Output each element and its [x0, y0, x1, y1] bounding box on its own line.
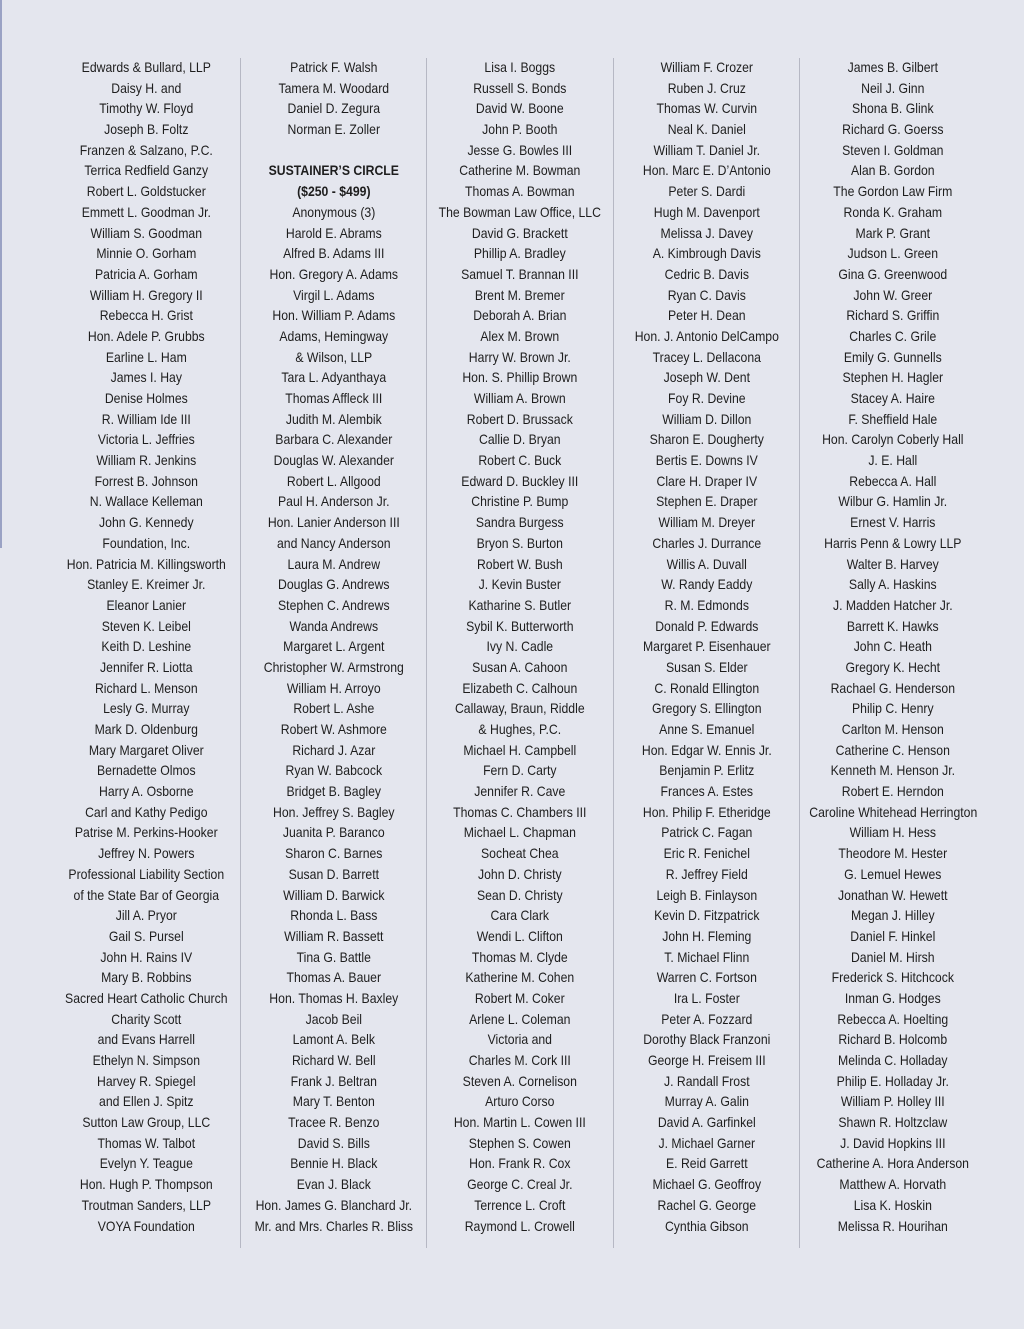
donor-name: Robert M. Coker — [475, 990, 565, 1006]
donor-name: & Hughes, P.C. — [478, 722, 562, 737]
donor-name: Melissa J. Davey — [660, 225, 753, 241]
donor-name: Hon. Thomas H. Baxley — [268, 990, 398, 1006]
donor-name: Catherine C. Henson — [836, 742, 951, 758]
donor-name: Troutman Sanders, LLP — [81, 1197, 212, 1213]
donor-name: N. Wallace Kelleman — [89, 494, 203, 510]
donor-name: Willis A. Duvall — [666, 556, 747, 572]
donor-name: Richard B. Holcomb — [838, 1032, 948, 1048]
donor-name: Hon. Carolyn Coberly Hall — [822, 432, 964, 448]
donor-name: Ryan W. Babcock — [285, 763, 382, 779]
donor-name: Stephen C. Andrews — [277, 597, 390, 613]
donor-name: William H. Hess — [850, 825, 937, 841]
donor-name: Adams, Hemingway — [278, 328, 388, 344]
donor-name: Steven K. Leibel — [101, 618, 191, 634]
donor-name: The Bowman Law Office, LLC — [438, 204, 602, 220]
donor-name: Thomas A. Bowman — [465, 184, 575, 200]
donor-name: George H. Freisem III — [647, 1053, 766, 1068]
donor-name: Susan D. Barrett — [288, 866, 379, 882]
donor-name: Daisy H. and — [111, 80, 182, 96]
donor-name: Hon. Philip F. Etheridge — [642, 804, 771, 820]
donor-name: Douglas G. Andrews — [277, 577, 390, 593]
donor-name: Harris Penn & Lowry LLP — [824, 535, 962, 551]
donor-name: Deborah A. Brian — [473, 308, 567, 324]
donor-name: Douglas W. Alexander — [273, 453, 394, 469]
donor-name: Gail S. Pursel — [108, 928, 184, 944]
donor-name: Patrise M. Perkins-Hooker — [74, 825, 218, 841]
donor-column-2 — [240, 58, 427, 1248]
donor-name: Stephen E. Draper — [655, 494, 758, 510]
donor-list — [53, 58, 986, 1248]
donor-name: Wilbur G. Hamlin Jr. — [838, 494, 948, 510]
donor-name: Christine P. Bump — [471, 494, 569, 510]
donor-name: Cara Clark — [490, 908, 550, 924]
donor-name: Eleanor Lanier — [106, 597, 187, 613]
donor-name: Richard G. Goerss — [842, 122, 944, 138]
donor-name: Gregory K. Hecht — [845, 659, 941, 675]
donor-name: Walter B. Harvey — [847, 556, 940, 572]
donor-name: Raymond L. Crowell — [464, 1218, 576, 1234]
donor-name: Timothy W. Floyd — [99, 101, 194, 117]
donor-name: Juanita P. Baranco — [282, 825, 385, 841]
donor-name: Mark P. Grant — [855, 225, 931, 241]
donor-name: Jennifer R. Cave — [474, 784, 566, 800]
donor-name: Eric R. Fenichel — [663, 846, 750, 862]
donor-name: Steven A. Cornelison — [462, 1073, 578, 1089]
donor-name: Peter A. Fozzard — [661, 1011, 753, 1027]
donor-name: Barrett K. Hawks — [847, 618, 940, 634]
donor-name: W. Randy Eaddy — [661, 577, 753, 593]
donor-name: Rebecca A. Hall — [849, 473, 937, 489]
donor-name: Inman G. Hodges — [845, 990, 942, 1006]
donor-name: Bryon S. Burton — [476, 535, 564, 551]
donor-name: Michael H. Campbell — [463, 742, 577, 758]
donor-name: Virgil L. Adams — [292, 287, 375, 303]
donor-name: Stephen S. Cowen — [468, 1135, 571, 1151]
donor-name: Charles M. Cork III — [468, 1053, 571, 1068]
donor-name: Evelyn Y. Teague — [99, 1156, 193, 1172]
donor-name: Sean D. Christy — [477, 887, 563, 903]
donor-name: Hon. Lanier Anderson III — [267, 515, 400, 531]
donor-name: William T. Daniel Jr. — [653, 142, 760, 158]
donor-name: William F. Crozer — [660, 60, 753, 75]
donor-name: Hon. Jeffrey S. Bagley — [272, 804, 395, 820]
donor-name: William S. Goodman — [90, 225, 203, 241]
donor-name: Ira L. Foster — [673, 990, 740, 1006]
donor-name: Robert D. Brussack — [466, 411, 574, 427]
donor-name: Rhonda L. Bass — [289, 908, 377, 924]
donor-name: William H. Arroyo — [286, 680, 381, 696]
donor-name: Rachel G. George — [657, 1197, 756, 1213]
donor-name: Charles C. Grile — [849, 328, 937, 344]
donor-name: David G. Brackett — [472, 225, 568, 241]
donor-name: Neil J. Ginn — [861, 80, 925, 96]
donor-name: Robert W. Bush — [477, 556, 563, 572]
donor-name: Hon. Frank R. Cox — [469, 1156, 571, 1172]
donor-name: David W. Boone — [476, 101, 564, 117]
donor-name: Victoria and — [487, 1032, 553, 1048]
donor-name: Fern D. Carty — [483, 763, 557, 779]
donor-name: Hugh M. Davenport — [653, 204, 760, 220]
donor-name: Robert L. Goldstucker — [86, 184, 206, 200]
donor-name: Cedric B. Davis — [664, 266, 749, 282]
donor-name: Tara L. Adyanthaya — [281, 370, 386, 386]
donor-name: Catherine M. Bowman — [459, 163, 581, 179]
donor-column-5 — [799, 58, 986, 1248]
donor-name: Jeffrey N. Powers — [98, 846, 195, 862]
donor-name: Bennie H. Black — [289, 1156, 377, 1172]
donor-name: Arlene L. Coleman — [469, 1011, 571, 1027]
donor-name: Hon. Gregory A. Adams — [269, 266, 398, 282]
donor-name: Frank J. Beltran — [290, 1073, 377, 1089]
donor-name: Hon. James G. Blanchard Jr. — [255, 1197, 412, 1213]
donor-name: Jacob Beil — [305, 1011, 362, 1027]
donor-name: Alex M. Brown — [480, 328, 560, 344]
donor-name: Patrick F. Walsh — [289, 60, 378, 75]
donor-name: Minnie O. Gorham — [96, 246, 197, 262]
donor-name: A. Kimbrough Davis — [652, 246, 761, 262]
donor-name: Leigh B. Finlayson — [656, 887, 757, 903]
donor-name: Richard S. Griffin — [846, 308, 940, 324]
donor-name: Frederick S. Hitchcock — [831, 970, 955, 986]
donor-name: Michael L. Chapman — [463, 825, 577, 841]
donor-name: F. Sheffield Hale — [848, 411, 938, 427]
donor-name: Shawn R. Holtzclaw — [838, 1115, 948, 1131]
donor-name: John H. Fleming — [662, 928, 752, 944]
donor-name: Harry A. Osborne — [99, 784, 194, 800]
donor-name: T. Michael Flinn — [664, 949, 750, 965]
donor-name: Clare H. Draper IV — [656, 473, 757, 489]
donor-column-1 — [53, 58, 240, 1248]
donor-name: Hon. Martin L. Cowen III — [454, 1115, 586, 1131]
donor-name: Tracey L. Dellacona — [652, 349, 761, 365]
donor-name: Denise Holmes — [104, 391, 188, 406]
donor-name: Thomas A. Bauer — [286, 970, 381, 986]
donor-name: R. M. Edmonds — [664, 597, 749, 613]
donor-name: Bernadette Olmos — [96, 763, 196, 779]
donor-name: Warren C. Fortson — [656, 970, 757, 986]
donor-name: John D. Christy — [478, 866, 562, 882]
section-heading: SUSTAINER’S CIRCLE — [268, 163, 399, 179]
donor-name: Hon. Marc E. D’Antonio — [642, 163, 771, 179]
donor-name: Matthew A. Horvath — [839, 1177, 947, 1193]
donor-name: Norman E. Zoller — [287, 122, 380, 138]
donor-name: Cynthia Gibson — [664, 1218, 749, 1234]
donor-name: Patrick C. Fagan — [661, 825, 753, 841]
donor-name: Susan A. Cahoon — [472, 659, 568, 675]
donor-name: Harold E. Abrams — [285, 225, 382, 241]
donor-name: Harry W. Brown Jr. — [468, 349, 571, 365]
donor-name: David S. Bills — [297, 1135, 370, 1151]
donor-column-3 — [426, 58, 613, 1248]
donor-name: Hon. S. Phillip Brown — [462, 370, 578, 386]
donor-name: Hon. Hugh P. Thompson — [79, 1177, 213, 1193]
donor-name: of the State Bar of Georgia — [73, 887, 220, 903]
donor-name: Steven I. Goldman — [842, 142, 944, 158]
donor-name: & Wilson, LLP — [294, 349, 372, 365]
donor-name: William D. Barwick — [282, 887, 385, 903]
donor-name: William D. Dillon — [662, 411, 752, 427]
donor-name: Jill A. Pryor — [115, 908, 177, 924]
donor-name: Robert L. Allgood — [286, 473, 381, 489]
donor-name: Robert W. Ashmore — [280, 722, 387, 737]
donor-name: Thomas W. Curvin — [656, 101, 757, 117]
donor-name: Tamera M. Woodard — [278, 80, 389, 96]
donor-name: John W. Greer — [853, 287, 933, 303]
donor-name: Frances A. Estes — [660, 784, 753, 800]
donor-name: Katherine M. Cohen — [465, 970, 575, 986]
donor-name: Richard J. Azar — [291, 742, 375, 758]
donor-name: Philip E. Holladay Jr. — [837, 1073, 950, 1089]
donor-name: Ethelyn N. Simpson — [92, 1053, 201, 1068]
donor-name: Gina G. Greenwood — [838, 266, 948, 282]
donor-name: Megan J. Hilley — [851, 908, 935, 924]
donor-name: Bertis E. Downs IV — [655, 453, 758, 469]
donor-name: Wendi L. Clifton — [476, 928, 564, 944]
donor-name: Terrica Redfield Ganzy — [84, 163, 209, 179]
donor-name: Catherine A. Hora Anderson — [816, 1156, 970, 1172]
donor-name: Kevin D. Fitzpatrick — [653, 908, 760, 924]
donor-name: Hon. William P. Adams — [271, 308, 395, 324]
donor-name: Benjamin P. Erlitz — [659, 763, 755, 779]
donor-name: Mary Margaret Oliver — [88, 742, 204, 758]
donor-name: William R. Bassett — [283, 928, 384, 944]
donor-name: Foundation, Inc. — [102, 535, 191, 551]
donor-name: Laura M. Andrew — [287, 556, 380, 572]
donor-name: Sutton Law Group, LLC — [82, 1115, 211, 1131]
donor-name: Franzen & Salzano, P.C. — [79, 142, 213, 158]
donor-name: R. William Ide III — [101, 411, 191, 427]
donor-name: Bridget B. Bagley — [286, 784, 381, 800]
donor-name: G. Lemuel Hewes — [844, 866, 942, 882]
donor-name: Judith M. Alembik — [285, 411, 382, 427]
donor-name: Rachael G. Henderson — [830, 680, 956, 696]
donor-name: Daniel D. Zegura — [287, 101, 380, 117]
donor-name: Lisa I. Boggs — [484, 60, 556, 75]
donor-name: Emmett L. Goodman Jr. — [81, 204, 211, 220]
donor-name: Charity Scott — [111, 1011, 182, 1027]
donor-name: Patricia A. Gorham — [94, 266, 198, 282]
donor-name: Margaret L. Argent — [282, 639, 385, 655]
page-edge-line — [0, 0, 2, 548]
donor-name: Lamont A. Belk — [292, 1032, 375, 1048]
donor-name: Rebecca H. Grist — [99, 308, 193, 324]
donor-name: Wanda Andrews — [289, 618, 378, 634]
donor-name: Phillip A. Bradley — [474, 246, 566, 262]
donor-name: Ernest V. Harris — [850, 515, 936, 531]
donor-name: The Gordon Law Firm — [833, 184, 953, 200]
donor-name: Gregory S. Ellington — [651, 701, 762, 717]
donor-name: Donald P. Edwards — [654, 618, 759, 634]
donor-name: Lisa K. Hoskin — [854, 1197, 933, 1213]
donor-name: Earline L. Ham — [105, 349, 187, 365]
donor-name: Richard L. Menson — [94, 680, 198, 696]
donor-name: Sacred Heart Catholic Church — [65, 990, 228, 1006]
donor-name: E. Reid Garrett — [665, 1156, 748, 1172]
donor-name: Tracee R. Benzo — [287, 1115, 380, 1131]
donor-name: Ivy N. Cadle — [486, 639, 554, 655]
donor-name: Dorothy Black Franzoni — [643, 1032, 771, 1048]
donor-name: John C. Heath — [854, 639, 933, 655]
donor-name: Melinda C. Holladay — [838, 1053, 948, 1068]
donor-name: and Evans Harrell — [97, 1032, 195, 1048]
donor-name: Mary B. Robbins — [101, 970, 192, 986]
donor-name: Susan S. Elder — [665, 659, 748, 675]
donor-name: Elizabeth C. Calhoun — [462, 680, 578, 696]
donor-name: Arturo Corso — [485, 1094, 555, 1110]
donor-name: Carl and Kathy Pedigo — [85, 804, 208, 820]
donor-name: Victoria L. Jeffries — [97, 432, 195, 448]
donor-name: Hon. Edgar W. Ennis Jr. — [641, 742, 772, 758]
donor-name: Daniel M. Hirsh — [851, 949, 935, 965]
donor-name: Joseph B. Foltz — [104, 122, 189, 138]
donor-name: Sandra Burgess — [476, 515, 564, 531]
donor-name: R. Jeffrey Field — [665, 866, 748, 882]
donor-name: David A. Garfinkel — [657, 1115, 756, 1131]
donor-name: Emily G. Gunnells — [844, 349, 943, 365]
donor-name: J. Madden Hatcher Jr. — [833, 597, 954, 613]
donor-name: Anonymous (3) — [291, 204, 375, 220]
donor-name: Brent M. Bremer — [475, 287, 565, 303]
donor-name: J. Kevin Buster — [478, 577, 562, 593]
donor-name: Melissa R. Hourihan — [838, 1218, 949, 1234]
donor-name: Jennifer R. Liotta — [100, 659, 193, 675]
donor-name: Samuel T. Brannan III — [461, 266, 579, 282]
spacer — [250, 141, 417, 162]
donor-name: Stacey A. Haire — [850, 391, 936, 406]
donor-name: Harvey R. Spiegel — [96, 1073, 196, 1089]
donor-name: Jesse G. Bowles III — [467, 142, 573, 158]
donor-name: William R. Jenkins — [96, 453, 197, 469]
donor-name: William P. Holley III — [841, 1094, 946, 1110]
donor-name: William H. Gregory II — [89, 287, 203, 303]
donor-name: Peter H. Dean — [667, 308, 746, 324]
donor-name: Sally A. Haskins — [849, 577, 938, 593]
donor-name: Tina G. Battle — [296, 949, 371, 965]
donor-name: Ruben J. Cruz — [667, 80, 746, 96]
donor-name: Peter S. Dardi — [668, 184, 745, 200]
donor-name: J. E. Hall — [868, 453, 918, 469]
donor-name: Robert E. Herndon — [842, 784, 945, 800]
donor-name: Stephen H. Hagler — [842, 370, 944, 386]
donor-name: Edwards & Bullard, LLP — [81, 60, 211, 75]
donor-name: Lesly G. Murray — [103, 701, 190, 717]
donor-name: Forrest B. Johnson — [94, 473, 198, 489]
donor-name: James I. Hay — [110, 370, 182, 386]
donor-name: Barbara C. Alexander — [274, 432, 392, 448]
donor-name: Rebecca A. Hoelting — [837, 1011, 949, 1027]
donor-name: John H. Rains IV — [100, 949, 193, 965]
donor-name: Sybil K. Butterworth — [466, 618, 574, 634]
donor-name: Hon. J. Antonio DelCampo — [634, 328, 779, 344]
donor-name: Hon. Patricia M. Killingsworth — [66, 556, 226, 572]
donor-name: Russell S. Bonds — [473, 80, 567, 96]
donor-name: VOYA Foundation — [97, 1218, 195, 1234]
donor-name: George C. Creal Jr. — [467, 1177, 573, 1193]
donor-name: Foy R. Devine — [667, 391, 746, 406]
donor-name: Robert C. Buck — [478, 453, 562, 469]
donor-name: Socheat Chea — [481, 846, 559, 862]
donor-name: J. Michael Garner — [658, 1135, 755, 1151]
section-amount-range: ($250 - $499) — [296, 184, 371, 200]
donor-name: Mary T. Benton — [292, 1094, 375, 1110]
donor-name: Michael G. Geoffroy — [652, 1177, 761, 1193]
donor-name: Sharon E. Dougherty — [649, 432, 764, 448]
donor-name: and Ellen J. Spitz — [99, 1094, 194, 1110]
donor-name: Charles J. Durrance — [652, 535, 761, 551]
donor-name: Professional Liability Section — [68, 866, 225, 882]
donor-name: Neal K. Daniel — [667, 122, 746, 138]
donor-name: Carlton M. Henson — [842, 722, 945, 737]
donor-name: John G. Kennedy — [99, 515, 194, 531]
donor-name: Sharon C. Barnes — [284, 846, 383, 862]
donor-name: Thomas Affleck III — [284, 391, 382, 406]
donor-name: Jonathan W. Hewett — [838, 887, 948, 903]
donor-name: Theodore M. Hester — [838, 846, 948, 862]
donor-name: Callaway, Braun, Riddle — [455, 701, 585, 717]
donor-name: Anne S. Emanuel — [658, 722, 755, 737]
donor-name: and Nancy Anderson — [276, 535, 391, 551]
donor-name: James B. Gilbert — [847, 60, 939, 75]
donor-name: Alan B. Gordon — [851, 163, 935, 179]
donor-name: Terrence L. Croft — [474, 1197, 566, 1213]
donor-name: Evan J. Black — [296, 1177, 371, 1193]
donor-name: Thomas C. Chambers III — [453, 804, 587, 820]
donor-name: Richard W. Bell — [291, 1053, 376, 1068]
donor-name: Edward D. Buckley III — [461, 473, 579, 489]
donor-name: Joseph W. Dent — [663, 370, 750, 386]
donor-name: Hon. Adele P. Grubbs — [87, 328, 205, 344]
donor-name: Ronda K. Graham — [843, 204, 943, 220]
donor-name: J. Randall Frost — [663, 1073, 750, 1089]
donor-name: Judson L. Green — [847, 246, 939, 262]
donor-name: Mark D. Oldenburg — [94, 722, 198, 737]
donor-name: Keith D. Leshine — [101, 639, 192, 655]
donor-name: Kenneth M. Henson Jr. — [830, 763, 956, 779]
donor-name: Robert L. Ashe — [292, 701, 374, 717]
donor-name: Thomas M. Clyde — [472, 949, 568, 965]
donor-name: Stanley E. Kreimer Jr. — [87, 577, 206, 593]
donor-name: Margaret P. Eisenhauer — [642, 639, 771, 655]
donor-name: Alfred B. Adams III — [282, 246, 385, 262]
donor-name: J. David Hopkins III — [840, 1135, 946, 1151]
donor-name: Shona B. Glink — [852, 101, 934, 117]
donor-name: William M. Dreyer — [658, 515, 755, 531]
donor-name: Daniel F. Hinkel — [850, 928, 936, 944]
donor-name: Callie D. Bryan — [479, 432, 561, 448]
donor-name: Paul H. Anderson Jr. — [277, 494, 390, 510]
donor-name: C. Ronald Ellington — [654, 680, 759, 696]
donor-name: Mr. and Mrs. Charles R. Bliss — [254, 1218, 413, 1234]
donor-name: Murray A. Galin — [664, 1094, 749, 1110]
donor-name: Christopher W. Armstrong — [263, 659, 404, 675]
donor-name: Katharine S. Butler — [468, 597, 572, 613]
donor-name: Thomas W. Talbot — [97, 1135, 196, 1151]
donor-column-4 — [613, 58, 800, 1248]
donor-name: Philip C. Henry — [852, 701, 934, 717]
donor-name: Ryan C. Davis — [667, 287, 746, 303]
donor-name: John P. Booth — [482, 122, 558, 138]
donor-name: Caroline Whitehead Herrington — [809, 804, 978, 820]
donor-name: William A. Brown — [474, 391, 566, 406]
